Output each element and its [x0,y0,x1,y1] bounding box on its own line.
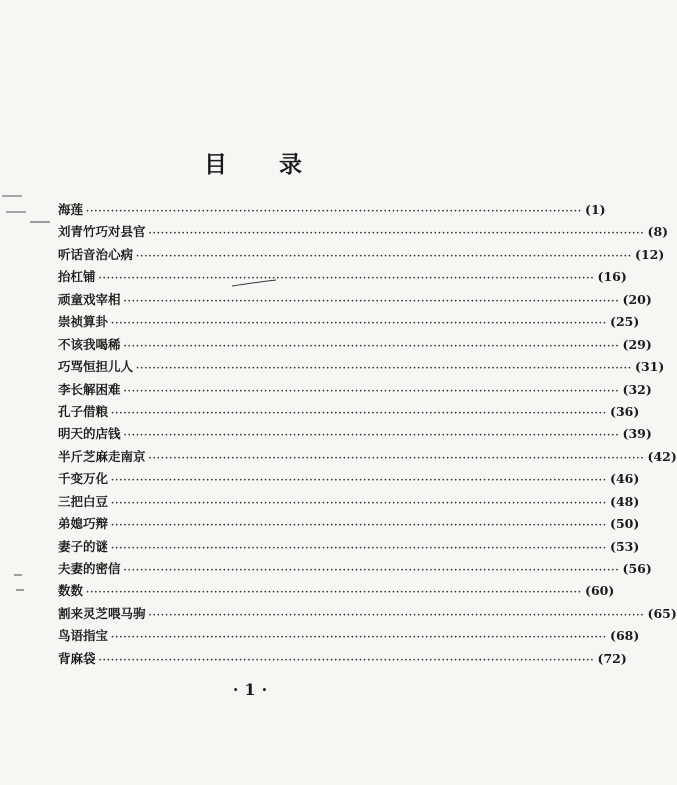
entry-page: ( 42 ) [647,448,677,464]
entry-title: 夫妻的密信 [58,561,121,576]
entry-page: ( 1 ) [585,202,606,217]
entry-title: 割来灵芝喂马驹 [58,605,146,621]
entry-page-number: 53 [615,538,634,554]
entry-title: 李长解困难 [58,381,121,397]
entry-page-number: 8 [653,224,663,240]
entry-page-number: 32 [628,381,646,397]
entry-title: 弟媳巧辩 [58,516,109,532]
dot-leader: ························································································································ [123,431,620,442]
entry-title: 海莲 [58,202,84,217]
folio-dot-left: · [232,680,245,699]
entry-title: 鸟语指宝 [58,628,109,644]
dot-leader: ························································································································ [136,364,633,375]
entry-title: 妻子的谜 [58,538,109,554]
entry-title: 不该我喝稀 [58,336,121,352]
dot-leader: ························································································································ [111,476,608,487]
entry-page: ( 36 ) [610,403,640,419]
dot-leader: ························································································································ [98,655,595,666]
dot-leader: ························································································································ [111,543,608,554]
entry-page-number: 25 [615,314,634,330]
entry-page: ( 31 ) [635,359,665,375]
dot-leader: ························································································································ [111,319,608,330]
entry-page: ( 12 ) [635,246,665,262]
entry-page-number: 20 [628,291,646,307]
pen-stroke [232,280,276,286]
entry-page: ( 20 ) [622,291,652,307]
dot-leader: ························································································································ [111,521,608,532]
entry-page-number: 72 [603,650,621,666]
entry-title: 巧骂恒担儿人 [58,359,134,375]
dot-leader: ························································································································ [136,251,633,262]
dot-leader: ························································································································ [111,498,608,509]
entry-page-number: 31 [640,359,659,375]
entry-page-number: 1 [590,202,600,217]
entry-title: 数数 [58,583,84,599]
entry-title: 刘青竹巧对县官 [58,224,146,240]
entry-page-number: 50 [615,516,634,532]
entry-page: ( 56 ) [622,561,652,576]
dot-leader: ························································································································ [123,341,620,352]
entry-page-number: 39 [628,426,646,442]
entry-page-number: 16 [603,269,621,285]
entry-page: ( 29 ) [622,336,652,352]
entry-page: ( 60 ) [585,583,615,599]
entry-title: 抬杠铺 [58,269,96,285]
entry-title: 孔子借粮 [58,403,109,419]
entry-page-number: 68 [615,628,634,644]
entry-page: ( 53 ) [610,538,640,554]
entry-page: ( 68 ) [610,628,640,644]
entry-page: ( 65 ) [647,605,677,621]
dot-leader: ························································································································ [111,408,608,419]
entry-page-number: 12 [640,246,659,262]
folio-dot-right: · [261,680,274,699]
entry-page: ( 48 ) [610,493,640,509]
folio-number: 1 [244,680,262,699]
entry-page: ( 50 ) [610,516,640,532]
entry-title: 千变万化 [58,471,109,487]
dot-leader: ························································································································ [86,207,583,217]
dot-leader: ························································································································ [98,274,595,285]
entry-title: 明天的店钱 [58,426,121,442]
entry-title: 听话音治心病 [58,246,134,262]
dot-leader: ························································································································ [123,566,620,576]
entry-page-number: 36 [615,403,634,419]
entry-page-number: 65 [653,605,671,621]
entry-page-number: 56 [628,561,646,576]
entry-page: ( 25 ) [610,314,640,330]
entry-page: ( 8 ) [647,224,669,240]
entry-page: ( 46 ) [610,471,640,487]
toc-title: 目 录 [203,151,324,178]
entry-page-number: 42 [653,448,671,464]
entry-page-number: 60 [590,583,609,599]
dot-leader: ························································································································ [148,610,645,621]
dot-leader: ························································································································ [148,229,645,240]
entry-title: 顽童戏宰相 [58,291,121,307]
entry-title: 半斤芝麻走南京 [58,448,146,464]
entry-page-number: 29 [628,336,646,352]
entry-page-number: 46 [615,471,634,487]
dot-leader: ························································································································ [111,633,608,644]
entry-title: 崇祯算卦 [58,314,109,330]
dot-leader: ························································································································ [123,386,620,397]
entry-title: 背麻袋 [58,650,96,666]
entry-page-number: 48 [615,493,634,509]
dot-leader: ························································································································ [148,453,645,464]
entry-page: ( 32 ) [622,381,652,397]
entry-page: ( 39 ) [622,426,652,442]
dot-leader: ························································································································ [86,588,583,599]
dot-leader: ························································································································ [123,296,620,307]
entry-page: ( 72 ) [597,650,627,666]
entry-page: ( 16 ) [597,269,627,285]
entry-title: 三把白豆 [58,493,109,509]
